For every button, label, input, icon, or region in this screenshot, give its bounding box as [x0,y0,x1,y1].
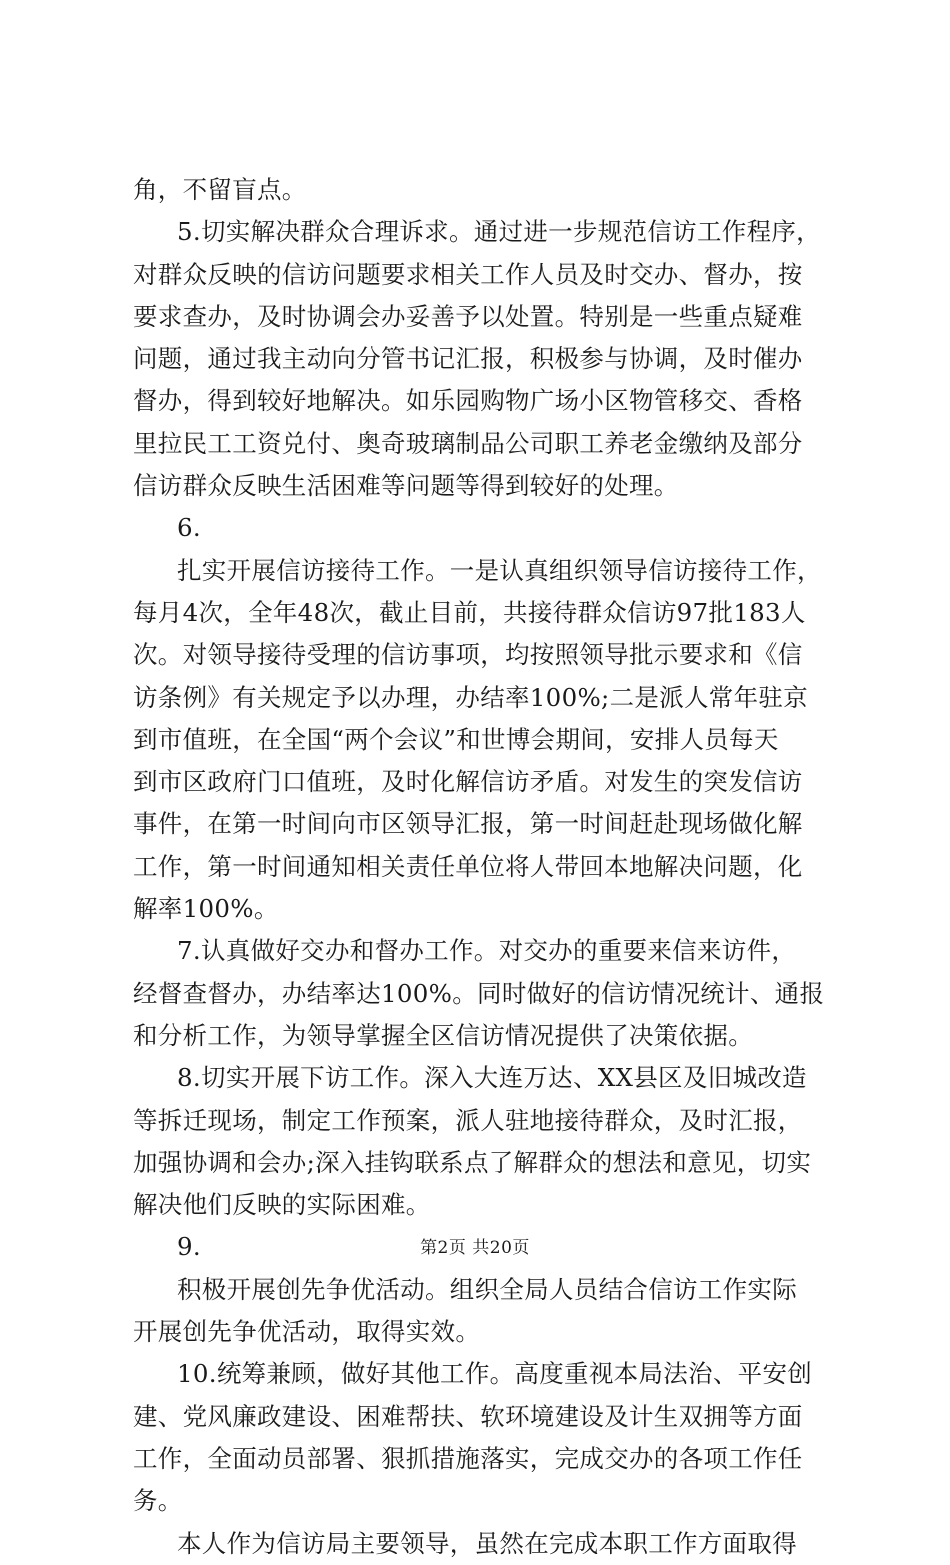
text-line: 6. [177,513,201,543]
text-line: 工作，第一时间通知相关责任单位将人带回本地解决问题，化 [133,851,803,881]
text-line: 7.认真做好交办和督办工作。对交办的重要来信来访件， [177,936,797,966]
text-line: 务。 [133,1486,183,1516]
text-line: 解决他们反映的实际困难。 [133,1190,431,1220]
text-line: 5.切实解决群众合理诉求。通过进一步规范信访工作程序， [177,217,821,247]
text-line: 信访群众反映生活困难等问题等得到较好的处理。 [133,471,679,501]
text-line: 解率100%。 [133,894,279,924]
text-line: 8.切实开展下访工作。深入大连万达、XX县区及旧城改造 [177,1063,807,1093]
text-line: 事件，在第一时间向市区领导汇报，第一时间赶赴现场做化解 [133,809,803,839]
document-body [133,169,833,1565]
text-line: 积极开展创先争优活动。组织全局人员结合信访工作实际 [177,1274,797,1304]
text-line: 访条例》有关规定予以办理，办结率100%;二是派人常年驻京 [133,682,808,712]
text-line: 开展创先争优活动，取得实效。 [133,1317,481,1347]
text-line: 9. [177,1232,201,1262]
text-line: 工作，全面动员部署、狠抓措施落实，完成交办的各项工作任 [133,1443,803,1473]
text-line: 建、党风廉政建设、困难帮扶、软环境建设及计生双拥等方面 [133,1401,803,1431]
text-line: 到市值班，在全国“两个会议”和世博会期间，安排人员每天 [133,724,779,754]
text-line: 扎实开展信访接待工作。一是认真组织领导信访接待工作， [177,555,822,585]
text-line: 经督查督办，办结率达100%。同时做好的信访情况统计、通报 [133,978,825,1008]
text-line: 和分析工作，为领导掌握全区信访情况提供了决策依据。 [133,1020,753,1050]
text-line: 到市区政府门口值班，及时化解信访矛盾。对发生的突发信访 [133,767,803,797]
text-line: 里拉民工工资兑付、奥奇玻璃制品公司职工养老金缴纳及部分 [133,428,803,458]
text-line: 督办，得到较好地解决。如乐园购物广场小区物管移交、香格 [133,386,803,416]
text-line: 对群众反映的信访问题要求相关工作人员及时交办、督办，按 [133,259,803,289]
text-line: 要求查办，及时协调会办妥善予以处置。特别是一些重点疑难 [133,301,803,331]
text-line: 加强协调和会办;深入挂钩联系点了解群众的想法和意见，切实 [133,1147,812,1177]
text-line: 每月4次，全年48次，截止目前，共接待群众信访97批183人 [133,597,806,627]
text-line: 角，不留盲点。 [133,175,307,204]
text-line: 本人作为信访局主要领导，虽然在完成本职工作方面取得 [177,1528,797,1558]
text-line: 次。对领导接待受理的信访事项，均按照领导批示要求和《信 [133,640,803,670]
text-line: 等拆迁现场，制定工作预案，派人驻地接待群众，及时汇报， [133,1105,803,1135]
page-footer: 第2页 共20页 [420,1238,530,1258]
text-line: 10.统筹兼顾，做好其他工作。高度重视本局法治、平安创 [177,1359,813,1389]
text-line: 问题，通过我主动向分管书记汇报，积极参与协调，及时催办 [133,344,803,374]
